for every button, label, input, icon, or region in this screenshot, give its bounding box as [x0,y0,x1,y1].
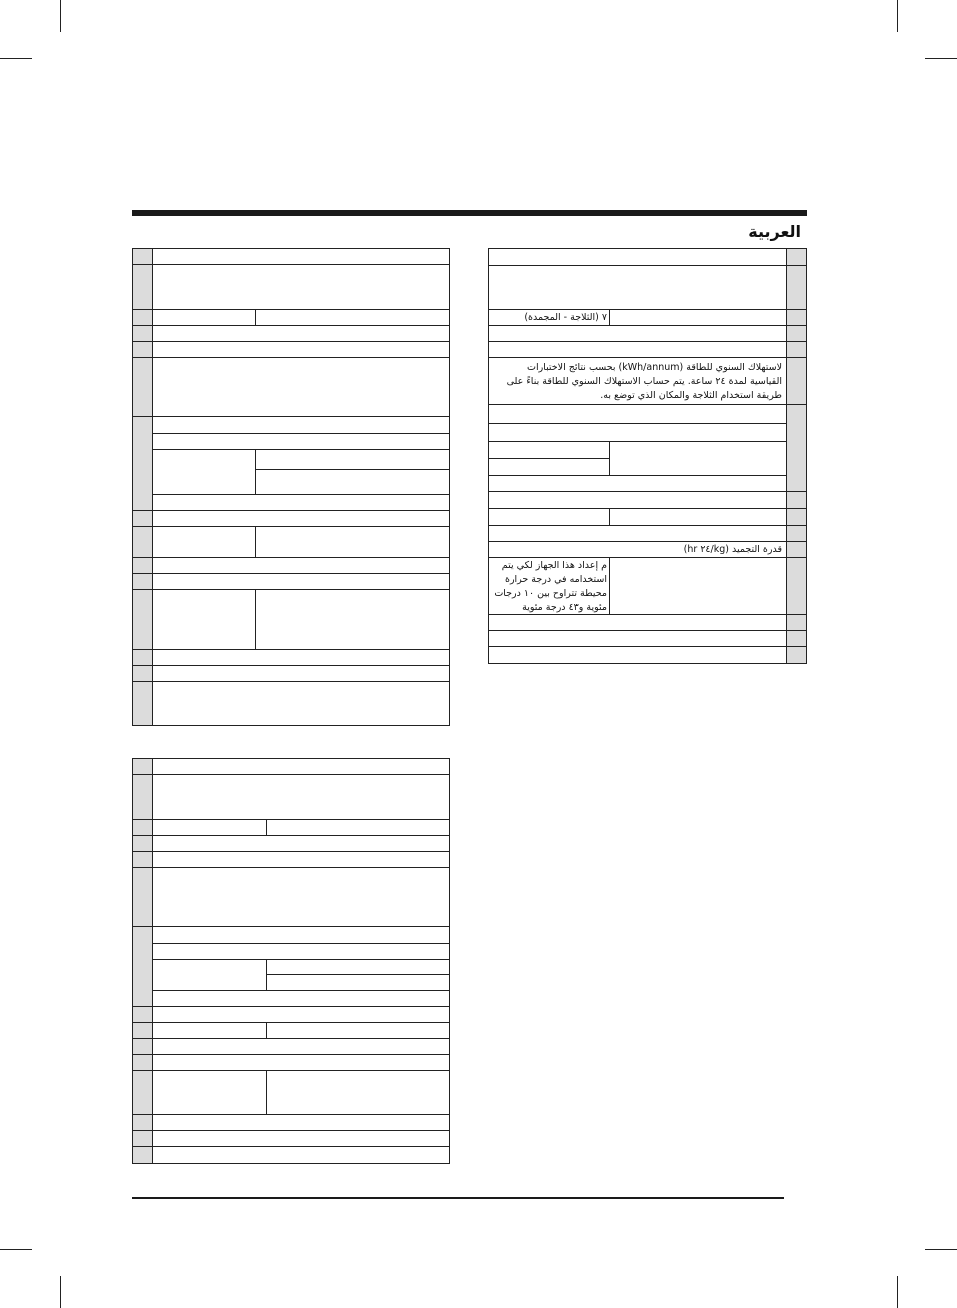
table-row [133,820,449,836]
table-row [133,358,449,417]
spec-table-right [488,248,807,664]
table-row [133,249,449,265]
crop-mark [60,0,61,32]
crop-mark [60,1276,61,1308]
table-row [133,1071,449,1115]
table-row [489,542,806,558]
footer-rule [132,1197,784,1199]
table-row [133,775,449,820]
table-row [489,492,806,509]
crop-mark [0,58,32,59]
table-row [489,647,806,663]
table-row [133,1007,449,1023]
table-row [133,1055,449,1071]
table-row [133,836,449,852]
spec-table-left-top [132,248,450,726]
spec-table-left-bottom [132,758,450,1164]
table-row [133,574,449,590]
table-row [133,1115,449,1131]
table-row [133,868,449,927]
header-rule [132,210,807,216]
crop-mark [0,1249,32,1250]
table-row [133,310,449,326]
table-row [133,326,449,342]
table-row [133,590,449,650]
language-title: العربية [748,222,801,241]
table-row [489,342,806,358]
table-row [133,265,449,310]
table-row [133,342,449,358]
ambient-temperature-note: م إعداد هذا الجهاز لكي يتم استخدامه في درجة حرارة محيطة تتراوح بين ١٠ درجات مئوية و٤٣ درجة مئوية [494,560,607,613]
table-row [489,615,806,631]
crop-mark [897,0,898,32]
table-row [489,526,806,542]
table-row [489,249,806,266]
table-row [133,682,449,725]
table-row [133,558,449,574]
table-row [133,1131,449,1147]
table-row [133,650,449,666]
table-row [133,666,449,682]
crop-mark [925,1249,957,1250]
table-row [489,358,806,405]
table-row [133,1039,449,1055]
table-row [133,527,449,558]
crop-mark [897,1276,898,1308]
table-row [133,417,449,511]
table-row [133,852,449,868]
freezing-capacity-label: قدرة التجميد (kg/٢٤ hr) [683,544,782,555]
table-row [489,405,806,492]
capacity-label: ٧ (الثلاجة - المجمدة) [524,312,607,323]
table-row [133,1023,449,1039]
table-row [489,631,806,647]
table-row [133,1147,449,1163]
energy-consumption-note: لاستهلاك السنوي للطاقة (kWh/annum) بحسب نتائج الاختبارات القياسية لمدة ٢٤ ساعة. يتم حساب الاستهلاك السنوي للطاقة بناءً على طريقة استخدام الثلاجة والمكان الذي توضع به. [506,362,782,401]
table-row [489,310,806,326]
table-row [489,266,806,310]
table-row [489,326,806,342]
table-row [133,511,449,527]
table-row [133,759,449,775]
table-row [133,927,449,1007]
crop-mark [925,58,957,59]
table-row [489,509,806,526]
table-row [489,558,806,615]
